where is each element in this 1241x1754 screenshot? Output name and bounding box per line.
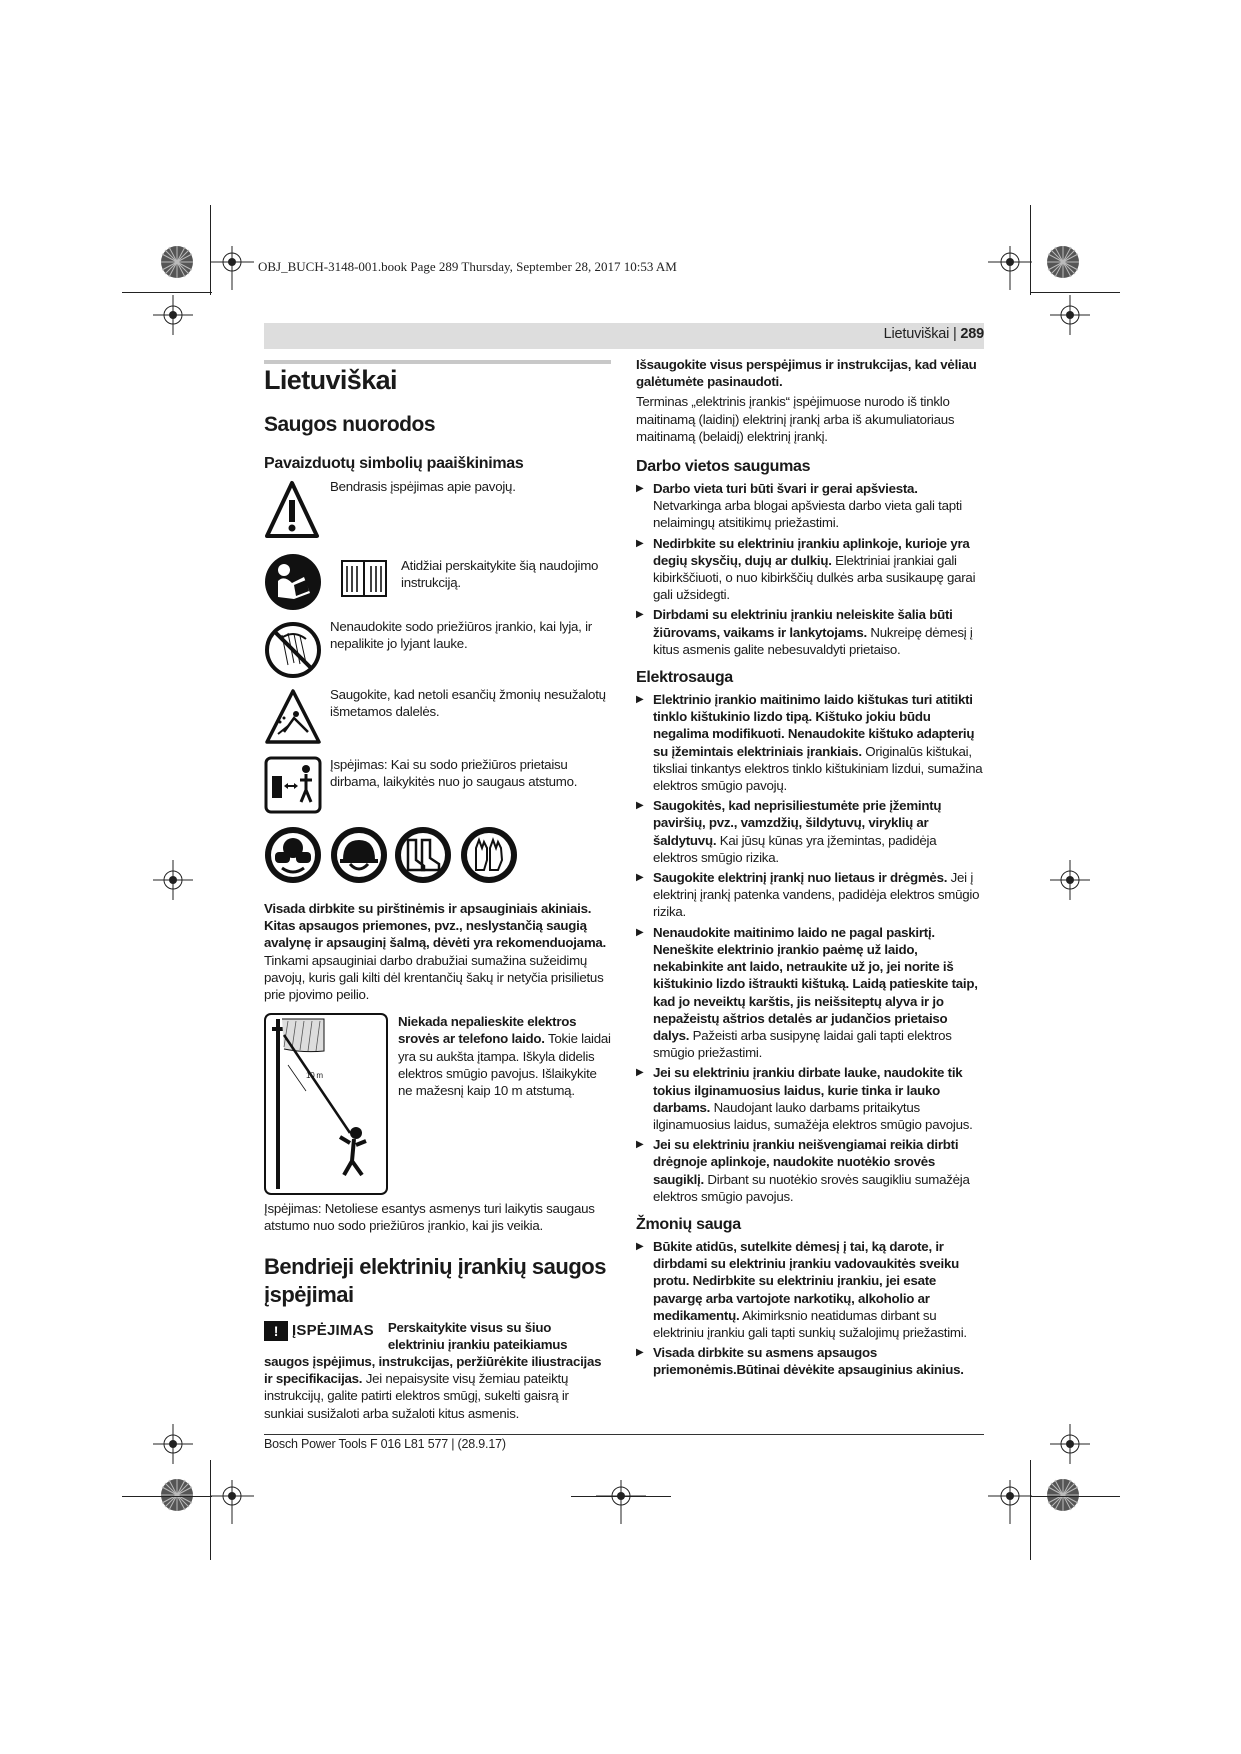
personal-safety-list — [636, 1238, 984, 1379]
safety-glasses-icon — [264, 826, 322, 888]
book-info: OBJ_BUCH-3148-001.book Page 289 Thursday, September 28, 2017 10:53 AM — [258, 259, 677, 274]
header-bar — [264, 323, 984, 349]
warning-block — [264, 1319, 611, 1422]
symbol-row-general-warning — [264, 478, 611, 553]
list-item: ▶ Nedirbkite su elektriniu įrankiu aplinkoje, kurioje yra degių skysčių, dujų ar dulkių. Elektriniai įrankiai gali kibirkščiuoti, o nuo kibirkščių dulkės arba susikaupę garai gali užsidegti. — [636, 535, 984, 604]
gloves-icon — [460, 826, 518, 888]
crosshair-mark-top-1 — [210, 246, 254, 290]
crosshair-mark-mid-left — [153, 860, 193, 900]
term-definition: Terminas „elektrinis įrankis“ įspėjimuose nurodo iš tinklo maitinamą (laidinį) elektrinį įrankį arba iš akumuliatoriaus maitinamą (belaidį) elektrinį įrankį. — [636, 394, 955, 444]
symbol-text: Saugokite, kad netoli esančių žmonių nesužalotų išmetamos dalelės. — [330, 687, 606, 720]
crosshair-mark-bottom-1 — [210, 1480, 254, 1524]
hard-hat-icon — [330, 826, 388, 888]
ppe-icons — [264, 826, 611, 892]
registration-mark-bottom-right — [1046, 1478, 1080, 1512]
distance-label: 10 m — [306, 1071, 323, 1081]
list-item: ▶ Nenaudokite maitinimo laido ne pagal paskirtį. Neneškite elektrinio įrankio paėmę už laido, nekabinkite ant laido, netraukite už jo, jei norite iš kištukinio lizdo ištraukti kištuką. Laidą patieskite taip, kad jo neveiktų karštis, jis neišsiteptų alyva ir jo nepažeistų aštrios detalės ar judančios prietaiso dalys. Pažeisti arba susipynę laidai gali tapti elektros smūgio priežastimi. — [636, 924, 984, 1062]
symbol-row-safe-distance — [264, 754, 611, 820]
crop-line — [210, 205, 211, 295]
crop-line — [571, 1496, 671, 1497]
list-item: ▶ Jei su elektriniu įrankiu neišvengiamai reikia dirbti drėgnoje aplinkoje, naudokite nuotėkio srovės saugiklį. Dirbant su nuotėkio srovės saugikliu sumažėja elektros smūgio pavojus. — [636, 1136, 984, 1205]
crop-line — [210, 1460, 211, 1560]
electrical-title: Elektrosauga — [636, 669, 733, 687]
electrical-list — [636, 691, 984, 1205]
crop-line — [1030, 1460, 1031, 1560]
symbol-text: Atidžiai perskaitykite šią naudojimo instrukciją. — [401, 558, 599, 591]
crosshair-mark-top-right — [988, 246, 1032, 290]
crosshair-mark-top-left — [153, 295, 193, 335]
no-rain-icon — [264, 621, 322, 683]
crop-line — [122, 1496, 212, 1497]
crop-line — [1030, 292, 1120, 293]
read-manual-icon — [264, 553, 322, 615]
list-item: ▶ Saugokitės, kad neprisiliestumėte prie įžemintų paviršių, pvz., vamzdžių, šildytuvų, viryklių ar šaldytuvų. Kai jūsų kūnas yra įžemintas, padidėja elektros smūgio rizika. — [636, 797, 984, 866]
section-title: Saugos nuorodos — [264, 413, 435, 436]
crosshair-mark-bottom-center — [596, 1480, 646, 1524]
symbol-row-read-manual — [264, 553, 611, 618]
header-language: Lietuviškai — [883, 326, 950, 342]
page-title: Lietuviškai — [264, 365, 397, 395]
general-warnings-title: Bendrieji elektrinių įrankių saugos įspėjimai — [264, 1253, 606, 1307]
footer: Bosch Power Tools F 016 L81 577 | (28.9.17) — [264, 1437, 506, 1451]
crosshair-mark-bottom-left — [153, 1424, 193, 1464]
symbol-text: Įspėjimas: Kai su sodo priežiūros prietaisu dirbama, laikykitės nuo jo saugaus atstumo. — [330, 757, 578, 790]
symbol-text: Bendrasis įspėjimas apie pavojų. — [330, 479, 516, 494]
running-header: Lietuviškai | 289 — [883, 326, 984, 342]
power-line-illustration — [264, 1013, 388, 1199]
crop-line — [1030, 1496, 1120, 1497]
left-column — [264, 360, 611, 1422]
manual-book-icon — [340, 558, 388, 602]
list-item: ▶ Darbo vieta turi būti švari ir gerai apšviesta. Netvarkinga arba blogai apšviesta darbo vieta gali tapti nelaimingų atsitikimų priežastimi. — [636, 480, 984, 532]
registration-mark-top-left — [160, 245, 194, 279]
crosshair-mark-top-far-right — [1050, 295, 1090, 335]
bystander-warning: Įspėjimas: Netoliese esantys asmenys turi laikytis saugaus atstumo nuo sodo priežiūros įrankio, kai jis veikia. — [264, 1201, 595, 1234]
symbol-row-no-rain — [264, 618, 611, 686]
warning-triangle-icon — [264, 480, 320, 544]
power-line-block — [264, 1013, 611, 1200]
personal-safety-title: Žmonių sauga — [636, 1215, 741, 1233]
list-item: ▶ Dirbdami su elektriniu įrankiu neleiskite šalia būti žiūrovams, vaikams ir lankytojams. Nukreipę dėmesį į kitus asmenis galite nebesuvaldyti prietaiso. — [636, 606, 984, 658]
list-item: ▶ Jei su elektriniu įrankiu dirbate lauke, naudokite tik tokius ilginamuosius laidus, kurie tinka ir lauko darbams. Naudojant lauko darbams pritaikytus ilginamuosius laidus, sumažėja elektros smūgio pavojus. — [636, 1064, 984, 1133]
right-column — [636, 356, 984, 1382]
thrown-objects-icon — [264, 688, 322, 750]
footer-rule — [264, 1434, 984, 1435]
safe-distance-icon — [264, 756, 322, 818]
warning-icon: ! — [264, 1321, 288, 1341]
ppe-paragraph: Visada dirbkite su pirštinėmis ir apsauginiais akiniais. Kitas apsaugos priemones, pvz., neslystančią saugią avalynę ir apsauginį šalmą, dėvėti yra rekomenduojama. Tinkami apsauginiai darbo drabužiai sumažina sužeidimų pavojų, kuris gali kilti dėl krentančių šakų ir netyčia prisilietus prie pjovimo peilio. — [264, 901, 606, 1003]
crop-line — [1030, 205, 1031, 295]
list-item: ▶ Saugokite elektrinį įrankį nuo lietaus ir drėgmės. Jei į elektrinį įrankį patenka vandens, padidėja elektros smūgio rizika. — [636, 869, 984, 921]
crosshair-mark-bottom-right — [1050, 1424, 1090, 1464]
symbol-text: Nenaudokite sodo priežiūros įrankio, kai lyja, ir nepalikite jo lyjant lauke. — [330, 619, 592, 652]
crop-line — [122, 292, 212, 293]
work-area-title: Darbo vietos saugumas — [636, 458, 811, 476]
warning-paragraph: Perskaitykite visus su šiuo elektriniu įrankiu pateikiamus saugos įspėjimus, instrukcijas, peržiūrėkite iliustracijas ir specifikacijas. Jei nepaisysite visų žemiau pateiktų instrukcijų, galite patirti elektros smūgį, sukelti gaisrą ir sunkiai susižaloti arba sužaloti kitus asmenis. — [264, 1319, 602, 1421]
warning-badge — [264, 1321, 374, 1341]
list-item: ▶ Būkite atidūs, sutelkite dėmesį į tai, ką darote, ir dirbdami su elektriniu įrankiu vadovaukitės sveiku protu. Nedirbkite su elektriniu įrankiu, jei esate pavargę arba vartojote narkotikų, alkoholio ar medikamentų. Akimirksnio neatidumas dirbant su elektriniu įrankiu gali tapti sunkių sužalojimų priežastimi. — [636, 1238, 984, 1341]
symbols-title: Pavaizduotų simbolių paaiškinimas — [264, 455, 524, 472]
crosshair-mark-bottom-2 — [988, 1480, 1032, 1524]
crosshair-mark-mid-right — [1050, 860, 1090, 900]
list-item: ▶ Visada dirbkite su asmens apsaugos priemonėmis.Būtinai dėvėkite apsauginius akinius. — [636, 1344, 984, 1378]
page-number: 289 — [960, 326, 984, 342]
work-area-list — [636, 480, 984, 658]
warning-label: ĮSPĖJIMAS — [292, 1322, 374, 1340]
keep-instructions: Išsaugokite visus perspėjimus ir instrukcijas, kad vėliau galėtumėte pasinaudoti. — [636, 357, 977, 390]
safety-boots-icon — [394, 826, 452, 888]
registration-mark-top-right — [1046, 245, 1080, 279]
power-line-text: Niekada nepalieskite elektros srovės ar telefono laido. Tokie laidai yra su aukšta įtampa. Iškyla didelis elektros smūgio pavojus. Išlaikykite ne mažesnį kaip 10 m atstumą. — [398, 1014, 611, 1099]
symbol-row-thrown-objects — [264, 686, 611, 754]
list-item: ▶ Elektrinio įrankio maitinimo laido kištukas turi atitikti tinklo kištukinio lizdo tipą. Kištuko jokiu būdu negalima modifikuoti. Nenaudokite kištuko adapterių su įžemintais elektriniais įrankiais. Originalūs kištukai, tiksliai tinkantys elektros tinklo kištukiniam lizdui, sumažina elektros smūgio pavojų. — [636, 691, 984, 794]
registration-mark-bottom-left — [160, 1478, 194, 1512]
